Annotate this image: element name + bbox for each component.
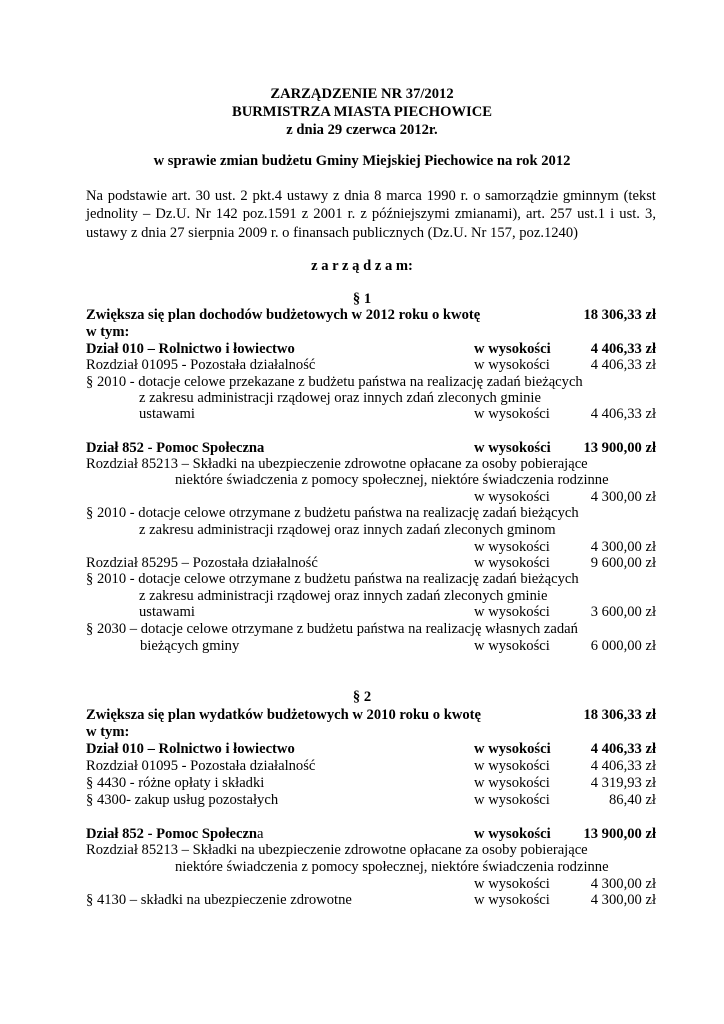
s1-par-2010c-line3: ustawami w wysokości 3 600,00 zł	[139, 604, 656, 620]
s1-dzial-010: Dział 010 – Rolnictwo i łowiectwo w wysokości 4 406,33 zł	[86, 341, 656, 357]
doc-title-issuer: BURMISTRZA MIASTA PIECHOWICE	[231, 104, 493, 120]
s2-rozdzial-85213-line2: niektóre świadczenia z pomocy społecznej, niektóre świadczenia rodzinne	[175, 859, 609, 875]
s1-par-2030-line2: bieżących gminy w wysokości 6 000,00 zł	[140, 638, 656, 654]
s2-par-4300: § 4300- zakup usług pozostałych w wysokości 86,40 zł	[86, 792, 656, 808]
s2-dzial-010: Dział 010 – Rolnictwo i łowiectwo w wysokości 4 406,33 zł	[86, 741, 656, 757]
s1-par-2010a-line3: ustawami w wysokości 4 406,33 zł	[139, 406, 656, 422]
s2-intro-text: Zwiększa się plan wydatków budżetowych w 2010 roku o kwotę	[86, 707, 482, 723]
s2-rozdzial-85213-line1: Rozdział 85213 – Składki na ubezpieczenie zdrowotne opłacane za osoby pobierające	[86, 842, 588, 858]
s1-par-2030-line1: § 2030 – dotacje celowe otrzymane z budżetu państwa na realizację własnych zadań	[86, 621, 578, 637]
s2-intro-amount: 18 306,33 zł	[583, 707, 656, 723]
s1-par-2010b-line2: z zakresu administracji rządowej oraz innych zadań zleconych gminom	[139, 522, 556, 538]
s1-rozdzial-01095: Rozdział 01095 - Pozostała działalność w wysokości 4 406,33 zł	[86, 357, 656, 373]
doc-subject: w sprawie zmian budżetu Gminy Miejskiej Piechowice na rok 2012	[153, 153, 571, 169]
s2-rozdzial-85213-amount: w wysokości 4 300,00 zł	[474, 876, 656, 892]
s1-rozdzial-85295: Rozdział 85295 – Pozostała działalność w wysokości 9 600,00 zł	[86, 555, 656, 571]
s1-rozdzial-85213-line2: niektóre świadczenia z pomocy społecznej, niektóre świadczenia rodzinne	[175, 472, 609, 488]
section-1-heading: § 1	[352, 291, 372, 307]
s1-par-2010b-line1: § 2010 - dotacje celowe otrzymane z budżetu państwa na realizację zadań bieżących	[86, 505, 579, 521]
section-2-heading: § 2	[352, 689, 372, 705]
s1-intro-amount: 18 306,33 zł	[583, 307, 656, 323]
doc-title-number: ZARZĄDZENIE NR 37/2012	[270, 86, 454, 102]
decree-word: z a r z ą d z a m:	[311, 258, 413, 274]
s2-par-4130: § 4130 – składki na ubezpieczenie zdrowotne w wysokości 4 300,00 zł	[86, 892, 656, 908]
s1-par-2010a-line2: z zakresu administracji rządowej oraz innych zdań zleconych gminie	[139, 390, 541, 406]
preamble: Na podstawie art. 30 ust. 2 pkt.4 ustawy z dnia 8 marca 1990 r. o samorządzie gminnym (tekst jednolity – Dz.U. Nr 142 poz.1591 z 2001 r. z późniejszymi zmianami), art. 257 ust.1 i ust. 3, ustawy z dnia 27 sierpnia 2009 r. o finansach publicznych (Dz.U. Nr 157, poz.1240)	[86, 188, 656, 241]
s2-wtym: w tym:	[86, 724, 130, 740]
s1-par-2010c-line2: z zakresu administracji rządowej oraz innych zadań zleconych gminie	[139, 588, 548, 604]
s1-par-2010c-line1: § 2010 - dotacje celowe otrzymane z budżetu państwa na realizację zadań bieżących	[86, 571, 579, 587]
s1-par-2010b-amount: w wysokości 4 300,00 zł	[474, 539, 656, 555]
s2-rozdzial-01095: Rozdział 01095 - Pozostała działalność w wysokości 4 406,33 zł	[86, 758, 656, 774]
s1-rozdzial-85213-line1: Rozdział 85213 – Składki na ubezpieczenie zdrowotne opłacane za osoby pobierające	[86, 456, 588, 472]
s1-dzial-852: Dział 852 - Pomoc Społeczna w wysokości 13 900,00 zł	[86, 440, 656, 456]
s1-intro-text: Zwiększa się plan dochodów budżetowych w 2012 roku o kwotę	[86, 307, 481, 323]
s2-dzial-852: Dział 852 - Pomoc Społeczna w wysokości 13 900,00 zł	[86, 826, 656, 842]
doc-title-date: z dnia 29 czerwca 2012r.	[286, 122, 438, 138]
s1-par-2010a-line1: § 2010 - dotacje celowe przekazane z budżetu państwa na realizację zadań bieżących	[86, 374, 583, 390]
s1-rozdzial-85213-amount: w wysokości 4 300,00 zł	[474, 489, 656, 505]
s2-par-4430: § 4430 - różne opłaty i składki w wysokości 4 319,93 zł	[86, 775, 656, 791]
s1-wtym: w tym:	[86, 324, 130, 340]
